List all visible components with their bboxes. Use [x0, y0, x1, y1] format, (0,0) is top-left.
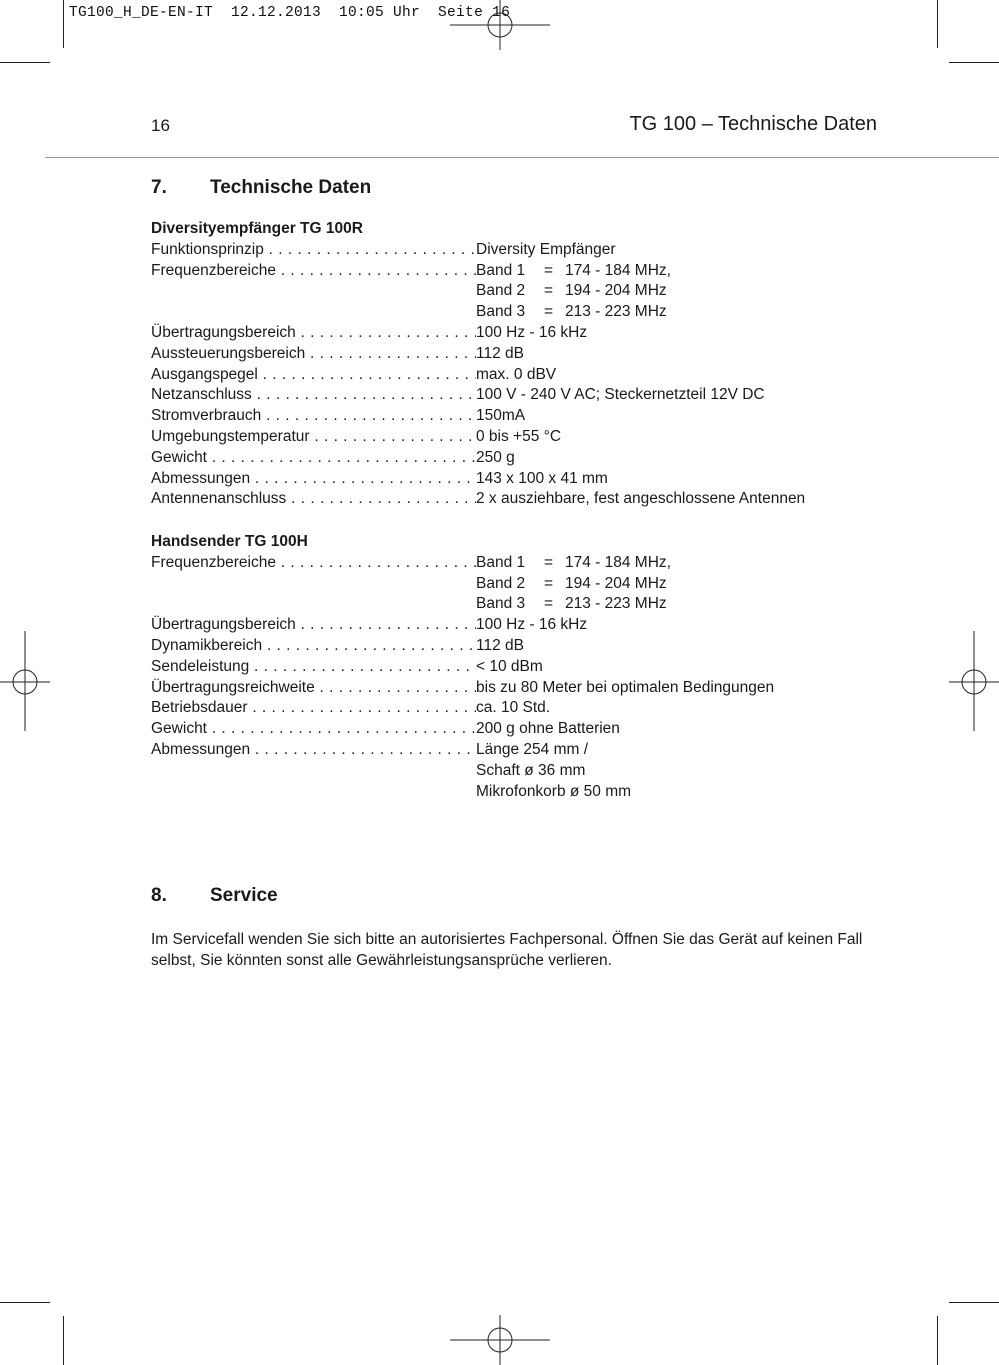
spec-value: max. 0 dBV — [476, 365, 557, 383]
spec-label: Übertragungsbereich . . . — [151, 615, 476, 636]
spec-label: Netzanschluss . . . — [151, 385, 476, 406]
spec-value: 112 dB — [476, 636, 524, 654]
band-line — [476, 261, 671, 282]
spec-row — [151, 719, 911, 740]
band-line — [476, 302, 667, 323]
registration-mark-right — [949, 631, 999, 731]
band-name: Band 2 — [476, 282, 526, 300]
spec-label: Sendeleistung . . . — [151, 657, 476, 678]
spec-label: Funktionsprinzip . . . — [151, 240, 476, 261]
spec-group-receiver — [151, 219, 911, 510]
spec-row — [151, 489, 911, 510]
spec-label: Abmessungen . . . — [151, 469, 476, 490]
spec-row — [151, 761, 911, 782]
spec-row — [151, 448, 911, 469]
band-name: Band 1 — [476, 553, 526, 571]
spec-value: 100 Hz - 16 kHz — [476, 616, 588, 634]
header-rule — [45, 157, 999, 158]
band-equals: = — [544, 261, 554, 279]
band-name: Band 2 — [476, 574, 526, 592]
spec-label: Antennenanschluss . . . — [151, 489, 476, 510]
band-equals: = — [544, 553, 554, 571]
spec-label: Frequenzbereiche . . . — [151, 553, 476, 574]
spec-row — [151, 240, 911, 261]
crop-mark-bl-v — [63, 1316, 64, 1365]
spec-label: Gewicht . . . — [151, 719, 476, 740]
spec-value: 0 bis +55 °C — [476, 427, 562, 445]
spec-label: Ausgangspegel . . . — [151, 365, 476, 386]
crop-mark-tr-h — [949, 62, 999, 63]
spec-label: Umgebungstemperatur . . . — [151, 427, 476, 448]
crop-mark-tl-v — [63, 0, 64, 48]
spec-group-title: Diversityempfänger TG 100R — [151, 220, 363, 237]
spec-value: Schaft ø 36 mm — [476, 761, 586, 779]
band-line — [476, 281, 667, 302]
spec-value: 2 x ausziehbare, fest angeschlossene Antennen — [476, 490, 806, 508]
band-equals: = — [544, 595, 554, 613]
spec-row — [151, 406, 911, 427]
spec-row — [151, 782, 911, 803]
section-title: Service — [210, 885, 278, 906]
section-title: Technische Daten — [210, 177, 372, 198]
spec-value: 100 V - 240 V AC; Steckernetzteil 12V DC — [476, 386, 765, 404]
spec-row — [151, 657, 911, 678]
spec-row — [151, 469, 911, 490]
registration-mark-top — [450, 0, 550, 50]
crop-mark-br-v — [937, 1316, 938, 1365]
spec-label: Dynamikbereich . . . — [151, 636, 476, 657]
print-slug: TG100_H_DE-EN-IT 12.12.2013 10:05 Uhr Seite 16 — [69, 5, 511, 21]
band-range: 174 - 184 MHz, — [565, 261, 671, 279]
spec-row — [151, 261, 911, 282]
spec-value: Länge 254 mm / — [476, 740, 589, 758]
spec-label: Stromverbrauch . . . — [151, 406, 476, 427]
spec-value: bis zu 80 Meter bei optimalen Bedingungen — [476, 678, 775, 696]
band-name: Band 3 — [476, 595, 526, 613]
band-name: Band 1 — [476, 261, 526, 279]
section-number: 7. — [151, 177, 167, 198]
spec-value: < 10 dBm — [476, 657, 543, 675]
band-range: 213 - 223 MHz — [565, 303, 667, 321]
spec-label: Betriebsdauer . . . — [151, 698, 476, 719]
spec-row — [151, 553, 911, 574]
spec-row — [151, 281, 911, 302]
service-paragraph: Im Servicefall wenden Sie sich bitte an autorisiertes Fachpersonal. Öffnen Sie das Gerät auf keinen Fall selbst, Sie könnten sonst alle Gewährleistungsansprüche verlieren. — [151, 931, 863, 969]
spec-value: 200 g ohne Batterien — [476, 720, 620, 738]
section-heading-technical-data — [151, 177, 371, 199]
spec-value: 143 x 100 x 41 mm — [476, 469, 608, 487]
running-title: TG 100 – Technische Daten — [629, 113, 877, 135]
spec-row — [151, 698, 911, 719]
crop-mark-tl-h — [0, 62, 50, 63]
spec-value: 112 dB — [476, 344, 524, 362]
band-range: 213 - 223 MHz — [565, 595, 667, 613]
spec-label: Übertragungsbereich . . . — [151, 323, 476, 344]
band-range: 194 - 204 MHz — [565, 574, 667, 592]
spec-value: 150mA — [476, 407, 526, 425]
spec-value: ca. 10 Std. — [476, 699, 551, 717]
spec-row — [151, 385, 911, 406]
band-range: 174 - 184 MHz, — [565, 553, 671, 571]
spec-row — [151, 365, 911, 386]
spec-row — [151, 323, 911, 344]
spec-row — [151, 574, 911, 595]
band-range: 194 - 204 MHz — [565, 282, 667, 300]
spec-label: Frequenzbereiche . . . — [151, 261, 476, 282]
spec-row — [151, 302, 911, 323]
spec-value: 250 g — [476, 448, 515, 466]
registration-mark-left — [0, 631, 50, 731]
band-equals: = — [544, 303, 554, 321]
spec-row — [151, 344, 911, 365]
spec-group-title: Handsender TG 100H — [151, 533, 308, 550]
section-heading-service — [151, 885, 278, 907]
spec-value: 100 Hz - 16 kHz — [476, 323, 588, 341]
band-line — [476, 574, 667, 595]
spec-label: Aussteuerungsbereich . . . — [151, 344, 476, 365]
crop-mark-br-h — [949, 1302, 999, 1303]
spec-row — [151, 636, 911, 657]
band-line — [476, 553, 671, 574]
spec-value: Mikrofonkorb ø 50 mm — [476, 782, 632, 800]
spec-row — [151, 678, 911, 699]
spec-label: Übertragungsreichweite . . . — [151, 678, 476, 699]
page-number: 16 — [151, 116, 170, 135]
band-name: Band 3 — [476, 303, 526, 321]
spec-row — [151, 594, 911, 615]
spec-value: Diversity Empfänger — [476, 240, 616, 258]
spec-row — [151, 427, 911, 448]
spec-row — [151, 740, 911, 761]
spec-row — [151, 615, 911, 636]
crop-mark-tr-v — [937, 0, 938, 48]
crop-mark-bl-h — [0, 1302, 50, 1303]
band-equals: = — [544, 282, 554, 300]
spec-label: Abmessungen . . . — [151, 740, 476, 761]
spec-label: Gewicht . . . — [151, 448, 476, 469]
spec-group-handheld — [151, 532, 911, 802]
band-line — [476, 594, 667, 615]
registration-mark-bottom — [450, 1315, 550, 1365]
section-number: 8. — [151, 885, 167, 906]
band-equals: = — [544, 574, 554, 592]
